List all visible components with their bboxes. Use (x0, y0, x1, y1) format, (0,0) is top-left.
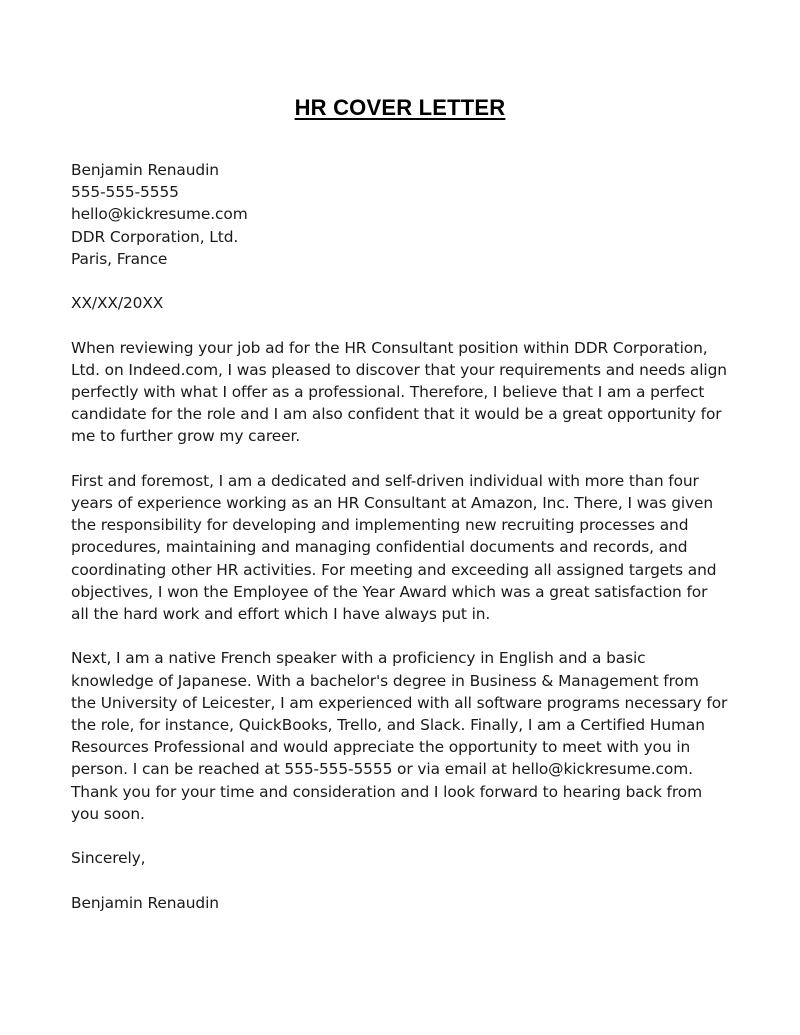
paragraph-line: Thank you for your time and consideration and I look forward to hearing back from (71, 782, 702, 801)
paragraph-line: you soon. (71, 804, 145, 823)
paragraph-line: person. I can be reached at 555-555-5555 or via email at hello@kickresume.com. (71, 760, 693, 779)
paragraph-line: all the hard work and effort which I have always put in. (71, 605, 491, 624)
paragraph-line: years of experience working as an HR Consultant at Amazon, Inc. There, I was given (71, 494, 714, 512)
letter-date: XX/XX/20XX (71, 294, 164, 313)
paragraph-3 (71, 647, 736, 825)
page-title: HR COVER LETTER (294, 95, 506, 120)
paragraph-line: the University of Leicester, I am experienced with all software programs necessary for (71, 693, 728, 712)
closing: Sincerely, (71, 849, 146, 868)
paragraph-line: coordinating other HR activities. For meeting and exceeding all assigned targets and (71, 560, 717, 579)
sender-phone: 555-555-5555 (71, 183, 179, 202)
paragraph-line: candidate for the role and I am also confident that it would be a great opportunity for (71, 405, 722, 424)
paragraph-line: perfectly with what I offer as a professional. Therefore, I believe that I am a perfect (71, 383, 705, 401)
paragraph-line: the responsibility for developing and implementing new recruiting processes and (71, 516, 689, 535)
sender-location: Paris, France (71, 249, 168, 268)
paragraph-1 (71, 337, 736, 448)
paragraph-line: knowledge of Japanese. With a bachelor's degree in Business & Management from (71, 671, 699, 690)
paragraph-line: procedures, maintaining and managing confidential documents and records, and (71, 538, 688, 557)
letter-body (71, 159, 736, 914)
paragraph-line: Next, I am a native French speaker with a proficiency in English and a basic (71, 649, 646, 668)
sender-email: hello@kickresume.com (71, 205, 248, 224)
signature: Benjamin Renaudin (71, 893, 219, 912)
sender-company: DDR Corporation, Ltd. (71, 227, 239, 246)
paragraph-line: Resources Professional and would appreciate the opportunity to meet with you in (71, 738, 691, 757)
paragraph-line: me to further grow my career. (71, 427, 301, 446)
paragraph-2 (71, 470, 736, 625)
paragraph-line: the role, for instance, QuickBooks, Trello, and Slack. Finally, I am a Certified Human (71, 716, 705, 735)
paragraph-line: objectives, I won the Employee of the Year Award which was a great satisfaction for (71, 582, 708, 601)
paragraph-line: First and foremost, I am a dedicated and self-driven individual with more than four (71, 471, 699, 490)
sender-block (71, 159, 736, 270)
sender-name: Benjamin Renaudin (71, 161, 219, 179)
paragraph-line: When reviewing your job ad for the HR Consultant position within DDR Corporation, (71, 338, 708, 357)
paragraph-line: Ltd. on Indeed.com, I was pleased to discover that your requirements and needs align (71, 360, 727, 379)
